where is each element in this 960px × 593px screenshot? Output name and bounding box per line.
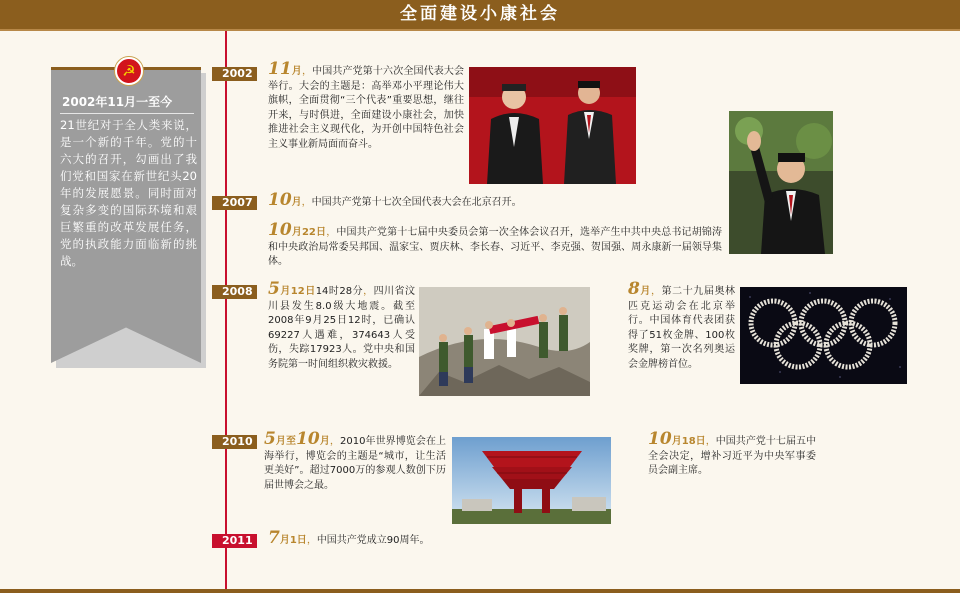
entry-unit: 月12日	[279, 286, 316, 297]
photo-congress-leaders	[469, 67, 636, 184]
entry-2002-nov: 11月，中国共产党第十六次全国代表大会举行。大会的主题是：高举邓小平理论伟大旗帜，全面贯彻“三个代表”重要思想，继往开来，与时俱进，全面建设小康社会，加快推进社会主义现代化，为开创中国特色社会主义事业新局面而奋斗。	[268, 59, 465, 150]
banner-title: 2002年11月一至今	[62, 95, 173, 109]
photo-earthquake-rescue	[419, 287, 590, 396]
entry-2010-may-oct: 5月至10月，2010年世界博览会在上海举行，博览会的主题是“城市，让生活更美好”。超过7000万的参观人数创下历届世博会之最。	[264, 429, 447, 491]
entry-text: 2010年世界博览会在上海举行，博览会的主题是“城市，让生活更美好”。超过7000万的参观人数创下历届世博会之最。	[264, 436, 447, 491]
page-header	[0, 0, 960, 31]
entry-text: 中国共产党第十七届中央委员会第一次全体会议召开，选举产生中共中央总书记胡锦涛和中央政治局常委吴邦国、温家宝、贾庆林、李长春、习近平、李克强、贺国强、周永康新一届领导集体。	[268, 227, 723, 267]
entry-unit-end: 月	[319, 436, 330, 447]
page-title: 全面建设小康社会	[400, 4, 560, 24]
entry-month: 10	[268, 190, 292, 210]
entry-2007-oct22: 10月22日，中国共产党第十七届中央委员会第一次全体会议召开，选举产生中共中央总书记胡锦涛和中央政治局常委吴邦国、温家宝、贾庆林、李长春、习近平、李克强、贺国强、周永康新一届领导集体。	[268, 220, 723, 267]
entry-month-end: 10	[296, 429, 320, 449]
entry-month: 10	[268, 220, 292, 240]
entry-month: 7	[268, 528, 280, 548]
photo-olympic-rings	[740, 287, 907, 384]
entry-unit: 月	[291, 197, 302, 208]
entry-month: 10	[648, 429, 672, 449]
party-emblem-icon: ☭	[115, 57, 143, 85]
entry-unit: 月1日	[279, 535, 307, 546]
banner-divider	[60, 113, 194, 114]
entry-2011-jul: 7月1日，中国共产党成立90周年。	[268, 528, 430, 548]
banner-body: 21世纪对于全人类来说，是一个新的千年。党的十六大的召开，勾画出了我们党和国家在新世纪头20年的发展愿景。同时面对复杂多变的国际环境和艰巨繁重的改革发展任务，党的执政能力面临新的挑战。	[60, 118, 197, 268]
photo-leader-waving	[729, 111, 833, 254]
entry-month: 11	[268, 59, 292, 79]
entry-month-start: 5	[264, 429, 276, 449]
entry-unit-start: 月至	[275, 436, 297, 447]
entry-text: 中国共产党成立90周年。	[316, 535, 430, 546]
entry-month: 5	[268, 279, 280, 299]
photo-expo-china-pavilion	[452, 437, 611, 524]
entry-2008-aug: 8月，第二十九届奥林匹克运动会在北京举行。中国体育代表团获得了51枚金牌、100枚奖牌，第一次名列奥运会金牌榜首位。	[628, 279, 736, 370]
timeline-axis	[225, 31, 227, 589]
year-tag-2010: 2010	[218, 435, 257, 449]
entry-2008-may: 5月12日14时28分，四川省汶川县发生8.0级大地震。截至2008年9月25日12时，已确认69227人遇难，374643人受伤，失踪17923人。党中央和国务院第一时间组织救灾救援。	[268, 279, 416, 370]
year-tag-2008: 2008	[218, 285, 257, 299]
entry-text: 中国共产党十七届五中全会决定，增补习近平为中央军事委员会副主席。	[648, 436, 817, 476]
page-footer-bar	[0, 589, 960, 593]
entry-time: 14时28分	[315, 286, 364, 297]
year-tag-2007: 2007	[218, 196, 257, 210]
entry-text: 中国共产党第十七次全国代表大会在北京召开。	[311, 197, 522, 208]
entry-unit: 月18日	[671, 436, 706, 447]
entry-unit: 月	[639, 286, 651, 297]
entry-2007-oct: 10月，中国共产党第十七次全国代表大会在北京召开。	[268, 190, 522, 210]
entry-unit: 月	[291, 66, 302, 77]
year-tag-2002: 2002	[218, 67, 257, 81]
entry-month: 8	[628, 279, 640, 299]
entry-2010-oct18: 10月18日，中国共产党十七届五中全会决定，增补习近平为中央军事委员会副主席。	[648, 429, 817, 476]
entry-text: 四川省汶川县发生8.0级大地震。截至2008年9月25日12时，已确认69227人遇难，374643人受伤，失踪17923人。党中央和国务院第一时间组织救灾救援。	[268, 286, 416, 370]
entry-unit: 月22日	[291, 227, 327, 238]
entry-text: 第二十九届奥林匹克运动会在北京举行。中国体育代表团获得了51枚金牌、100枚奖牌，第一次名列奥运会金牌榜首位。	[628, 286, 736, 370]
year-tag-2011: 2011	[218, 534, 257, 548]
entry-text: 中国共产党第十六次全国代表大会举行。大会的主题是：高举邓小平理论伟大旗帜，全面贯彻“三个代表”重要思想，继往开来，与时俱进，全面建设小康社会，加快推进社会主义现代化，为开创中国特色社会主义事业新局面而奋斗。	[268, 66, 465, 150]
